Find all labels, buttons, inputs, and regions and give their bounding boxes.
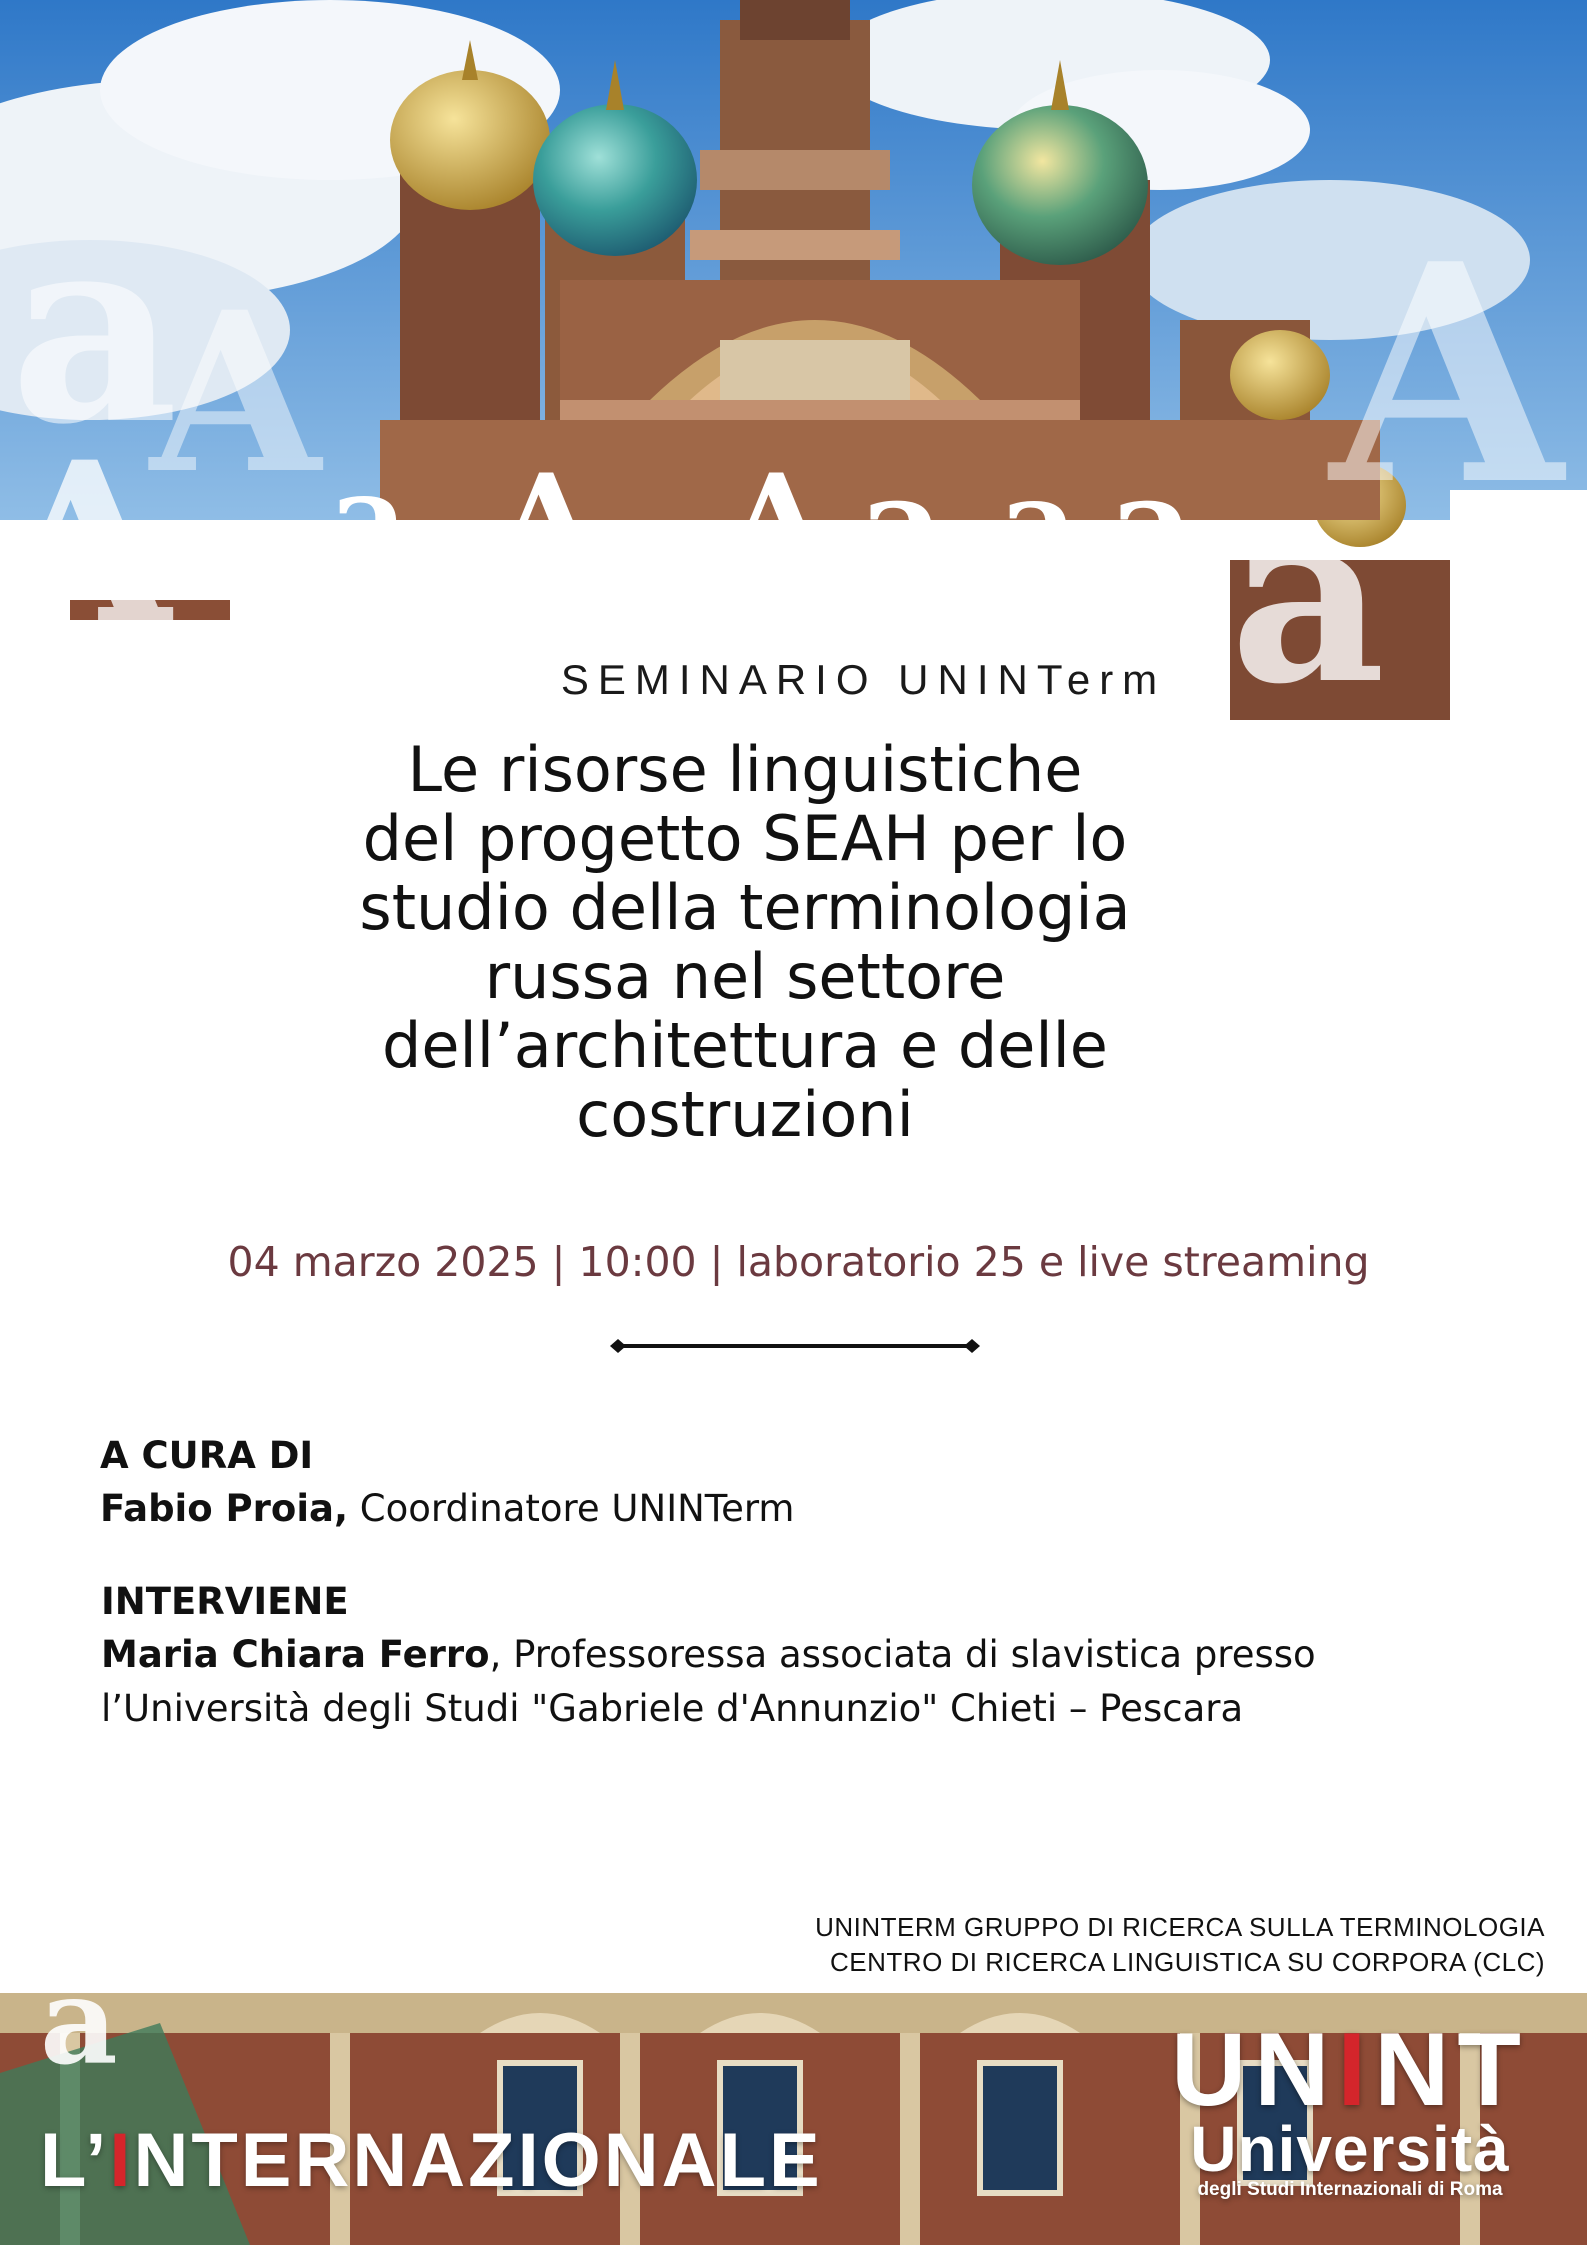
title-line: dell’architettura e delle bbox=[382, 1009, 1108, 1082]
title-line: russa nel settore bbox=[484, 940, 1006, 1013]
unint-logo bbox=[1140, 2012, 1560, 2202]
svg-text:a: a bbox=[40, 1993, 118, 2092]
title-line: del progetto SEAH per lo bbox=[362, 802, 1128, 875]
research-center-label: CENTRO DI RICERCA LINGUISTICA SU CORPORA (CLC) bbox=[830, 1947, 1545, 1977]
seminar-title bbox=[290, 735, 1200, 1149]
title-line: costruzioni bbox=[576, 1078, 914, 1151]
organizer-notes bbox=[815, 1910, 1545, 1980]
curator-section bbox=[100, 1430, 794, 1536]
speaker-heading: INTERVIENE bbox=[101, 1580, 349, 1623]
svg-text:A: A bbox=[730, 448, 824, 589]
unint-name: UNINT bbox=[1171, 2012, 1529, 2128]
divider-line bbox=[610, 1336, 980, 1356]
svg-text:a: a bbox=[1230, 455, 1386, 737]
internazionale-wordmark: L’INTERNAZIONALE bbox=[40, 2118, 823, 2203]
svg-text:a: a bbox=[1110, 448, 1195, 601]
event-details: 04 marzo 2025 | 10:00 | laboratorio 25 e live streaming bbox=[227, 1238, 1370, 1286]
svg-text:a: a bbox=[860, 448, 945, 601]
svg-text:A: A bbox=[500, 448, 594, 589]
svg-text:a: a bbox=[1000, 453, 1078, 594]
unint-universita: Università bbox=[1190, 2113, 1510, 2185]
title-line: Le risorse linguistiche bbox=[407, 733, 1083, 806]
speaker-affiliation: l’Università degli Studi "Gabriele d'Annunzio" Chieti – Pescara bbox=[101, 1687, 1244, 1730]
svg-text:A: A bbox=[1330, 198, 1563, 551]
speaker-row bbox=[101, 1628, 1316, 1682]
svg-text:a: a bbox=[330, 448, 408, 589]
speaker-section bbox=[101, 1576, 1316, 1736]
research-group-label: UNINTERM GRUPPO DI RICERCA SULLA TERMINOLOGIA bbox=[815, 1912, 1545, 1942]
speaker-role: , Professoressa associata di slavistica presso bbox=[489, 1633, 1316, 1676]
curator-heading: A CURA DI bbox=[100, 1434, 314, 1477]
curator-name: Fabio Proia, bbox=[100, 1487, 349, 1530]
unint-subtitle: degli Studi Internazionali di Roma bbox=[1197, 2179, 1503, 2200]
svg-text:A: A bbox=[150, 263, 321, 522]
svg-text:A: A bbox=[0, 413, 171, 672]
title-line: studio della terminologia bbox=[359, 871, 1131, 944]
svg-text:a: a bbox=[10, 177, 179, 482]
speaker-name: Maria Chiara Ferro bbox=[101, 1633, 490, 1676]
curator-row bbox=[100, 1482, 794, 1536]
seminar-series-label: SEMINARIO UNINTerm bbox=[560, 656, 1167, 703]
curator-role: Coordinatore UNINTerm bbox=[348, 1487, 795, 1530]
